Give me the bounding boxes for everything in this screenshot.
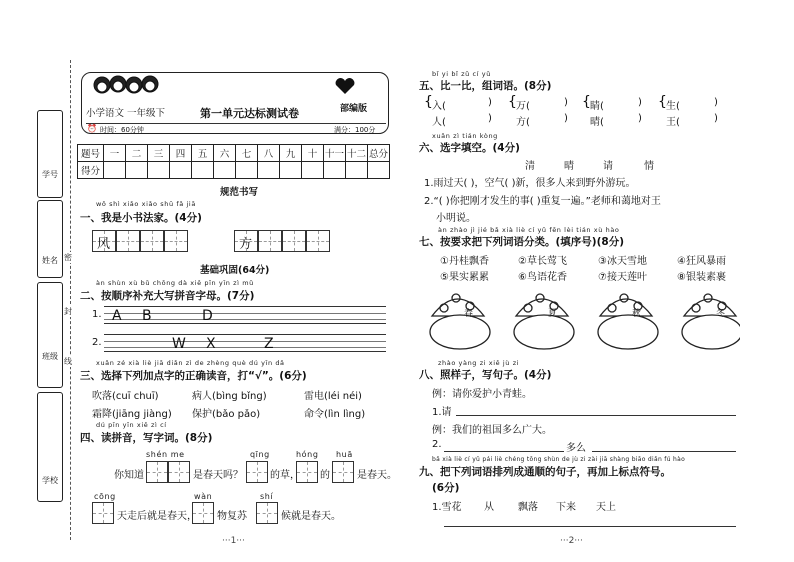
letter-b: B (142, 308, 152, 324)
score-cell[interactable] (280, 162, 302, 179)
q7-item: ④狂风暴雨 (677, 256, 726, 267)
binding-line (70, 60, 71, 540)
q8-answer-line-2a[interactable] (444, 451, 564, 452)
mushroom-group (424, 286, 740, 352)
table-cell: 十一 (324, 145, 346, 162)
binding-mi: 密 (64, 253, 72, 262)
class-box[interactable] (37, 282, 63, 388)
brace-icon: { (658, 94, 667, 110)
q4-py: shén me (146, 450, 185, 459)
q9-word: 从 (484, 502, 494, 513)
q2-pinyin: àn shùn xù bǔ chōng dà xiě pīn yīn zì mǔ (96, 279, 254, 287)
q3-item[interactable]: 命令(lìn lìng) (304, 409, 366, 420)
q6-sentence-2[interactable]: 2.“( )你把刚才发生的事( )重复一遍。”老师和蔼地对王 (424, 196, 661, 207)
brace-icon: { (424, 94, 433, 110)
table-cell: 十二 (346, 145, 368, 162)
q3-title: 三、选择下列加点字的正确读音，打“√”。(6分) (80, 370, 307, 382)
q1-pinyin: wǒ shì xiǎo xiǎo shū fǎ jiā (96, 200, 196, 208)
children-illustration (90, 71, 168, 99)
score-cell[interactable] (324, 162, 346, 179)
writing-cell[interactable] (140, 230, 164, 252)
q2-title: 二、按顺序补充大写拼音字母。(7分) (80, 290, 255, 302)
exam-title: 第一单元达标测试卷 (200, 107, 299, 120)
season-label: 夏 (548, 309, 558, 319)
q9-word: 飘落 (518, 502, 538, 513)
q7-pinyin: àn zhào jì jié bǎ xià liè cí yǔ fēn lèi tián xù hào (438, 226, 620, 234)
q6-word: 清 (525, 161, 535, 172)
q7-item: ③冰天雪地 (598, 256, 647, 267)
q5-title: 五、比一比，组词语。(8分) (419, 80, 552, 92)
q6-pinyin: xuǎn zì tián kòng (432, 132, 498, 140)
q4-text: 的 (320, 470, 330, 481)
q6-word: 晴 (564, 161, 574, 172)
season-label: 春 (464, 309, 474, 319)
brace-icon: { (508, 94, 517, 110)
q6-sentence-1[interactable]: 1.雨过天( )，空气( )新，很多人来到野外游玩。 (424, 178, 636, 189)
q3-item[interactable]: 雷电(léi néi) (304, 391, 362, 402)
q5-pinyin: bǐ yi bǐ zǔ cí yǔ (432, 70, 491, 78)
q3-pinyin: xuǎn zé xià liè jiā diǎn zì de zhèng què dú yīn dǎ (96, 359, 285, 367)
q3-item[interactable]: 吹落(cuī chuī) (92, 391, 159, 402)
q9-word: 1.雪花 (432, 502, 462, 513)
score-cell[interactable] (368, 162, 390, 179)
q4-py: huā (336, 450, 353, 459)
q2-row2-num: 2. (92, 337, 102, 348)
q4-answer-cells[interactable] (146, 461, 190, 483)
score-cell[interactable] (126, 162, 148, 179)
writing-cell[interactable] (164, 230, 188, 252)
q4-answer-cell[interactable] (92, 502, 114, 524)
q4-title: 四、读拼音，写字词。(8分) (80, 432, 213, 444)
score-cell[interactable] (214, 162, 236, 179)
q6-title: 六、选字填空。(4分) (419, 142, 520, 154)
exam-header (81, 72, 389, 134)
table-cell: 一 (104, 145, 126, 162)
q4-py: wàn (194, 492, 213, 501)
q4-answer-cell[interactable] (192, 502, 214, 524)
table-row (78, 145, 390, 162)
score-cell[interactable] (236, 162, 258, 179)
edition-label: 部编版 (340, 104, 368, 114)
letter-w: W (172, 336, 186, 352)
q4-answer-cell[interactable] (256, 502, 278, 524)
q8-title: 八、照样子，写句子。(4分) (419, 369, 552, 381)
clock-icon: ⏰ (87, 124, 97, 133)
q1-title: 一、我是小书法家。(4分) (80, 212, 202, 224)
class-label: 班级 (42, 352, 58, 361)
q4-py: hóng (296, 450, 319, 459)
q3-item[interactable]: 病人(bìng bǐng) (192, 391, 267, 402)
page-number-1: ···1··· (222, 536, 245, 546)
brace-icon: { (582, 94, 591, 110)
score-cell[interactable] (346, 162, 368, 179)
q4-answer-cell[interactable] (332, 461, 354, 483)
table-cell: 六 (214, 145, 236, 162)
q9-title: 九、把下列词语排列成通顺的句子，再加上标点符号。 (419, 466, 671, 478)
writing-cell[interactable] (116, 230, 140, 252)
season-label: 冬 (716, 309, 726, 319)
letter-x: X (206, 336, 216, 352)
heart-icon (334, 77, 356, 95)
school-label: 学校 (42, 476, 58, 485)
table-cell: 得分 (78, 162, 104, 179)
score-cell[interactable] (192, 162, 214, 179)
season-answer-winter[interactable] (688, 320, 736, 342)
section-writing: 规范书写 (220, 187, 259, 198)
table-cell: 题号 (78, 145, 104, 162)
q8-item-1: 1.请 (432, 407, 452, 418)
table-cell: 总分 (368, 145, 390, 162)
season-answer-spring[interactable] (436, 320, 484, 342)
q7-item: ②草长莺飞 (518, 256, 567, 267)
score-cell[interactable] (302, 162, 324, 179)
q4-answer-cell[interactable] (296, 461, 318, 483)
binding-feng: 封 (64, 307, 72, 316)
table-row (78, 162, 390, 179)
q7-item: ⑦接天莲叶 (598, 272, 647, 283)
q4-py: cōng (94, 492, 116, 501)
q4-text: 的草， (270, 470, 300, 481)
season-answer-autumn[interactable] (604, 320, 652, 342)
table-cell: 四 (170, 145, 192, 162)
letter-z: Z (264, 336, 274, 352)
student-id-label: 学号 (42, 170, 58, 179)
score-cell[interactable] (170, 162, 192, 179)
q7-title: 七、按要求把下列词语分类。(填序号)(8分) (419, 236, 625, 248)
header-divider (86, 123, 386, 124)
q7-item: ⑧银装素裹 (677, 272, 726, 283)
letter-d: D (202, 308, 213, 324)
table-cell: 三 (148, 145, 170, 162)
q4-text: 物复苏 (217, 511, 247, 522)
q3-item[interactable]: 保护(bǎo pǎo) (192, 409, 261, 420)
page-number-2: ···2··· (560, 536, 583, 546)
model-char-cell: 方 (234, 230, 258, 252)
q4-pinyin: dú pīn yīn xiě zì cí (96, 421, 167, 429)
q7-item: ⑤果实累累 (440, 272, 489, 283)
score-cell[interactable] (148, 162, 170, 179)
writing-cell[interactable] (258, 230, 282, 252)
q1-grid-2 (234, 230, 330, 252)
season-answer-summer[interactable] (520, 320, 568, 342)
q8-item-2-word: 多么 (566, 443, 586, 454)
q1-grid-1 (92, 230, 188, 252)
table-cell: 七 (236, 145, 258, 162)
q8-example-2: 例：我们的祖国多么广大。 (432, 425, 552, 436)
score-table (77, 144, 390, 179)
letter-a: A (112, 308, 122, 324)
q8-example-1: 例：请你爱护小青蛙。 (432, 389, 532, 400)
q9-answer-line[interactable] (444, 526, 736, 527)
model-char-cell: 风 (92, 230, 116, 252)
name-box[interactable] (37, 200, 63, 278)
q9-score: (6分) (432, 482, 460, 494)
q2-row1-lines[interactable] (104, 306, 386, 324)
q9-word: 下来 (556, 502, 576, 513)
q8-answer-line-2b[interactable] (592, 451, 736, 452)
table-cell: 十 (302, 145, 324, 162)
q5-rows: { 入( ) { 万( ) { 睛( ) { 生( ) 人( ) 方( ) 晴( ) 王( ) (424, 94, 718, 128)
table-cell: 二 (126, 145, 148, 162)
full-score: 满分：100分 (334, 126, 376, 134)
writing-cell[interactable] (282, 230, 306, 252)
subject-grade: 小学语文 一年级下 (86, 108, 166, 119)
time-limit: 时间：60分钟 (100, 126, 144, 134)
q4-py: qīng (250, 450, 270, 459)
q9-pinyin: bǎ xià liè cí yǔ pái liè chéng tōng shùn de jù zi zài jiā shàng biāo diǎn fú hào (432, 456, 686, 463)
q4-py: shí (260, 492, 274, 501)
score-cell[interactable] (104, 162, 126, 179)
q8-item-2: 2. (432, 439, 442, 450)
score-cell[interactable] (258, 162, 280, 179)
q2-row2-lines[interactable] (104, 334, 386, 352)
q9-word: 天上 (596, 502, 616, 513)
q8-answer-line-1[interactable] (456, 415, 736, 416)
writing-cell[interactable] (306, 230, 330, 252)
section-basic: 基础巩固(64分) (200, 265, 270, 276)
binding-xian: 线 (64, 357, 72, 366)
q6-sentence-2b: 小明说。 (436, 213, 476, 224)
q4-answer-cell[interactable] (246, 461, 268, 483)
q4-text: 你知道 (114, 470, 144, 481)
name-label: 姓名 (42, 256, 58, 265)
q2-row1-num: 1. (92, 309, 102, 320)
table-cell: 八 (258, 145, 280, 162)
q4-text: 是春天吗？ (193, 470, 243, 481)
q6-word: 情 (644, 161, 654, 172)
table-cell: 九 (280, 145, 302, 162)
season-label: 秋 (632, 309, 642, 319)
student-id-box[interactable] (37, 110, 63, 198)
q4-text: 候就是春天。 (281, 511, 341, 522)
q7-item: ⑥鸟语花香 (518, 272, 567, 283)
q7-item: ①丹桂飘香 (440, 256, 489, 267)
q6-word: 请 (603, 161, 613, 172)
q4-text: 天走后就是春天， (117, 511, 197, 522)
q4-text: 是春天。 (357, 470, 397, 481)
q3-item[interactable]: 霜降(jiāng jiàng) (92, 409, 172, 420)
q8-pinyin: zhào yàng zi xiě jù zi (438, 359, 520, 367)
table-cell: 五 (192, 145, 214, 162)
